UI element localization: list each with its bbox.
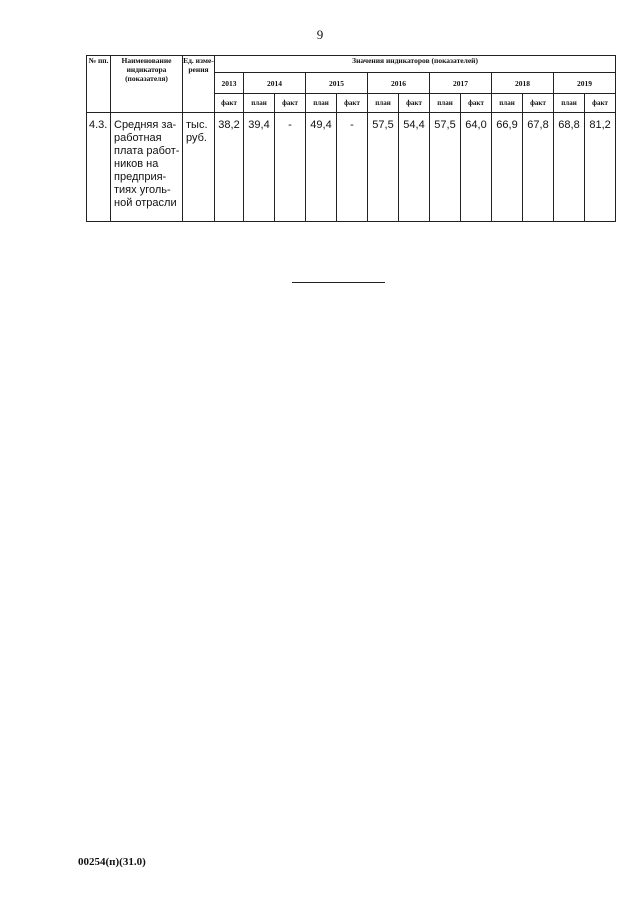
value-cell: 81,2 <box>585 113 616 222</box>
header-values: Значения индикаторов (показателей) <box>215 56 616 73</box>
indicators-table <box>86 55 640 222</box>
row-unit: тыс. руб. <box>183 113 215 222</box>
value-cell: 57,5 <box>368 113 399 222</box>
year-header: 2017 <box>430 73 492 94</box>
subheader-cell: факт <box>215 94 244 113</box>
value-cell: 66,9 <box>492 113 523 222</box>
subheader-cell: план <box>492 94 523 113</box>
document-code: 00254(п)(31.0) <box>78 856 146 868</box>
value-cell: 54,4 <box>399 113 430 222</box>
year-header: 2015 <box>306 73 368 94</box>
year-header: 2013 <box>215 73 244 94</box>
subheader-cell: план <box>554 94 585 113</box>
value-cell: - <box>337 113 368 222</box>
year-header: 2019 <box>554 73 616 94</box>
value-cell: 38,2 <box>215 113 244 222</box>
subheader-cell: факт <box>399 94 430 113</box>
subheader-cell: факт <box>337 94 368 113</box>
subheader-cell: факт <box>523 94 554 113</box>
table-row <box>87 113 640 222</box>
subheader-cell: факт <box>461 94 492 113</box>
subheader-cell: план <box>368 94 399 113</box>
subheader-cell: факт <box>585 94 616 113</box>
value-cell: 67,8 <box>523 113 554 222</box>
value-cell: - <box>275 113 306 222</box>
year-header: 2016 <box>368 73 430 94</box>
value-cell: 68,8 <box>554 113 585 222</box>
year-header: 2014 <box>244 73 306 94</box>
subheader-cell: план <box>244 94 275 113</box>
value-cell: 57,5 <box>430 113 461 222</box>
header-number: № пп. <box>87 56 111 113</box>
page-number: 9 <box>316 27 324 42</box>
separator-line <box>292 282 385 283</box>
header-unit: Ед. изме-рения <box>183 56 215 113</box>
subheader-cell: факт <box>275 94 306 113</box>
value-cell: 49,4 <box>306 113 337 222</box>
row-number: 4.3. <box>87 113 111 222</box>
value-cell: 39,4 <box>244 113 275 222</box>
row-indicator-name: Средняя за-работная плата работ-ников на предприя-тиях уголь-ной отрасли <box>111 113 183 222</box>
subheader-cell: план <box>306 94 337 113</box>
year-header: 2018 <box>492 73 554 94</box>
value-cell: 64,0 <box>461 113 492 222</box>
header-indicator-name: Наименование индикатора (показателя) <box>111 56 183 113</box>
subheader-cell: план <box>430 94 461 113</box>
